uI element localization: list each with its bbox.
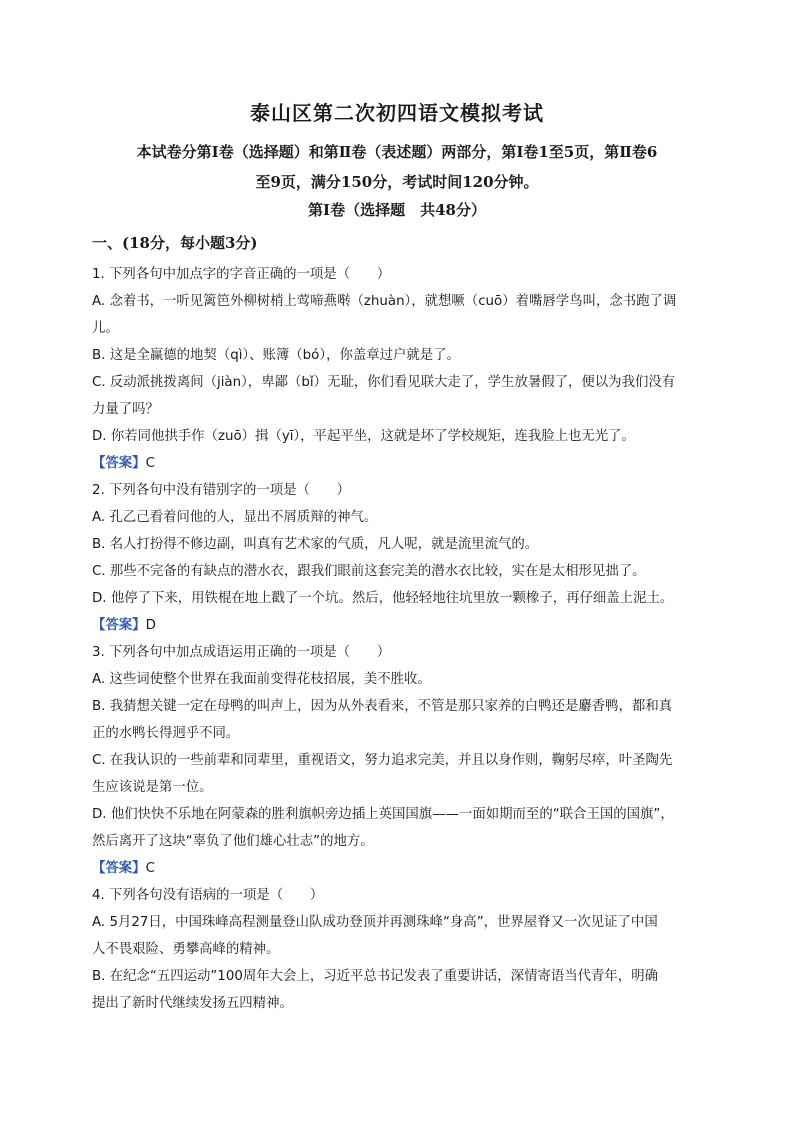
option-line: D. 你若同他拱手作（zuō）揖（yī），平起平坐，这就是坏了学校规矩，连我脸上也无光了。 — [92, 429, 635, 444]
option-line: 提出了新时代继续发扬五四精神。 — [92, 996, 293, 1011]
option-line: B. 在纪念“五四运动”100周年大会上，习近平总书记发表了重要讲话，深情寄语当代青年，明确 — [92, 969, 658, 984]
question-line: 1. 下列各句中加点字的字音正确的一项是（ ） — [92, 267, 391, 282]
question-line: 4. 下列各句没有语病的一项是（ ） — [92, 888, 324, 903]
answer-value: C — [145, 456, 155, 471]
intro-line: 至9页，满分150分，考试时间120分钟。 — [255, 173, 539, 191]
answer-label: 【答案】 — [92, 456, 146, 471]
answer-value: D — [145, 618, 156, 633]
intro-line: 本试卷分第Ⅰ卷（选择题）和第Ⅱ卷（表述题）两部分，第Ⅰ卷1至5页，第Ⅱ卷6 — [136, 143, 658, 161]
option-line: A. 5月27日，中国珠峰高程测量登山队成功登顶并再测珠峰“身高”，世界屋脊又一次见证了中国 — [92, 915, 658, 930]
page-title: 泰山区第二次初四语文模拟考试 — [250, 101, 544, 125]
option-line: A. 这些词使整个世界在我面前变得花枝招展，美不胜收。 — [92, 672, 431, 687]
answer-line — [92, 857, 704, 876]
option-line: 生应该说是第一位。 — [92, 780, 213, 795]
answer-value: C — [145, 861, 155, 876]
option-line: A. 念着书，一听见篱笆外柳树梢上莺啼燕啭（zhuàn），就想噘（cuō）着嘴唇学鸟叫，念书跑了调 — [92, 294, 677, 309]
option-line: 儿。 — [92, 321, 119, 336]
question-line: 2. 下列各句中没有错别字的一项是（ ） — [92, 483, 351, 498]
option-line: B. 这是全赢德的地契（qì）、账簿（bó），你盖章过户就是了。 — [92, 348, 460, 363]
option-line: C. 那些不完备的有缺点的潜水衣，跟我们眼前这套完美的潜水衣比较，实在是太相形见拙了。 — [92, 564, 646, 579]
option-line: 然后离开了这块“辜负了他们雄心壮志”的地方。 — [92, 834, 374, 849]
question-line: 3. 下列各句中加点成语运用正确的一项是（ ） — [92, 645, 391, 660]
volume-title: 第Ⅰ卷（选择题 共48分） — [308, 201, 486, 219]
option-line: C. 在我认识的一些前辈和同辈里，重视语文，努力追求完美，并且以身作则，鞠躬尽瘁，叶圣陶先 — [92, 753, 673, 768]
option-line: 力量了吗？ — [92, 402, 159, 417]
answer-label: 【答案】 — [92, 618, 146, 633]
section-heading: 一、(18分，每小题3分) — [92, 234, 258, 252]
exam-intro — [92, 137, 702, 197]
answer-line — [92, 614, 704, 633]
option-line: D. 他们快快不乐地在阿蒙森的胜利旗帜旁边插上英国国旗——一面如期而至的“联合王国的国旗”， — [92, 807, 674, 822]
option-line: B. 我猜想关键一定在母鸭的叫声上，因为从外表看来，不管是那只家养的白鸭还是麝香鸭，都和真 — [92, 699, 673, 714]
option-line: 正的水鸭长得迥乎不同。 — [92, 726, 240, 741]
option-line: C. 反动派挑拨离间（jiàn），卑鄙（bǐ）无耻，你们看见联大走了，学生放暑假了，便以为我们没有 — [92, 375, 676, 390]
option-line: A. 孔乙己看着问他的人，显出不屑质辩的神气。 — [92, 510, 378, 525]
answer-line — [92, 452, 704, 471]
option-line: D. 他停了下来，用铁棍在地上戳了一个坑。然后，他轻轻地往坑里放一颗橡子，再仔细盖上泥土。 — [92, 591, 674, 606]
option-line: 人不畏艰险、勇攀高峰的精神。 — [92, 942, 280, 957]
option-line: B. 名人打扮得不修边副，叫真有艺术家的气质，凡人呢，就是流里流气的。 — [92, 537, 539, 552]
answer-label: 【答案】 — [92, 861, 146, 876]
